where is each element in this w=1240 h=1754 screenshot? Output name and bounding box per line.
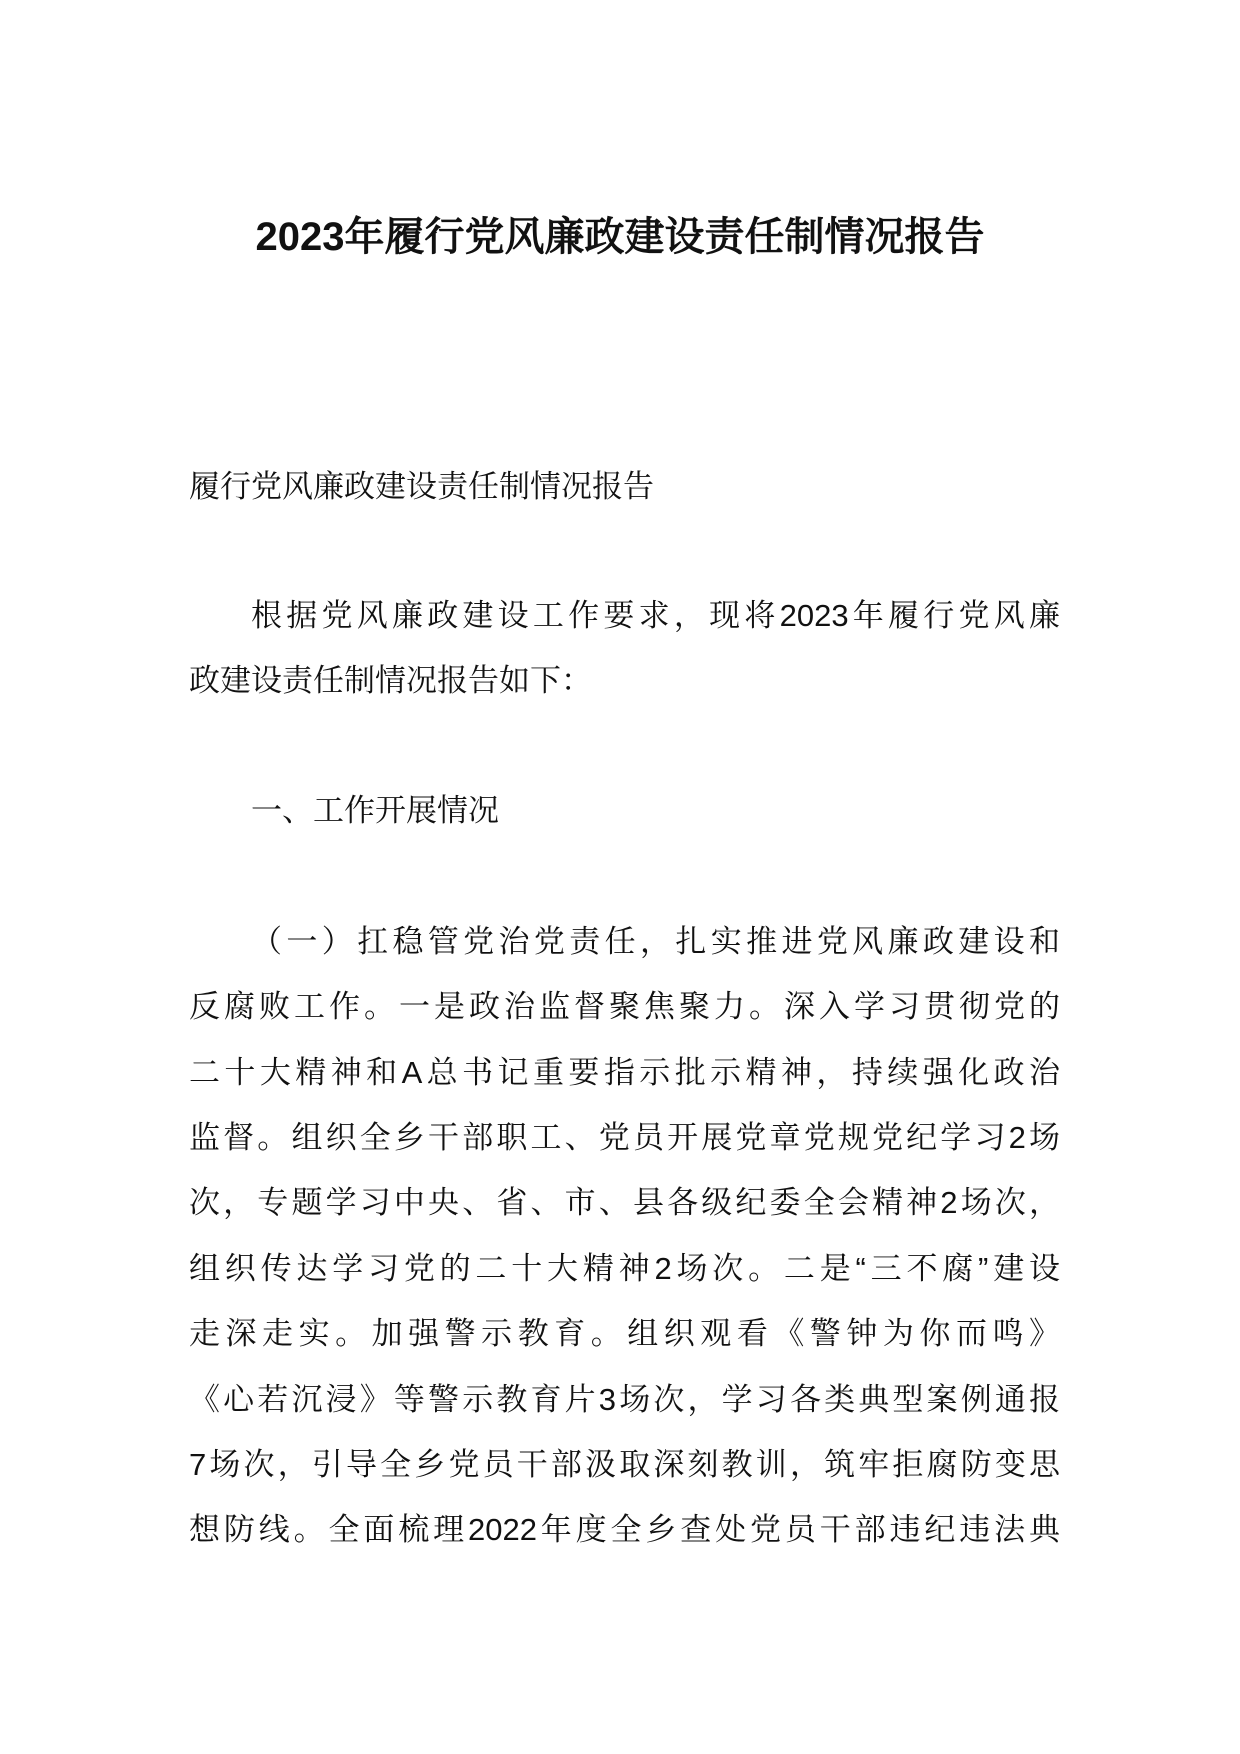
section-heading: 一、工作开展情况 <box>251 793 499 828</box>
paragraph-line: 反腐败工作。一是政治监督聚焦聚力。深入学习贯彻党的 <box>189 989 1060 1024</box>
paragraph-line: （一）扛稳管党治党责任，扎实推进党风廉政建设和 <box>251 924 1060 959</box>
intro-line: 政建设责任制情况报告如下： <box>189 663 592 698</box>
intro-line: 根据党风廉政建设工作要求，现将2023年履行党风廉 <box>251 598 1060 633</box>
document-title: 2023年履行党风廉政建设责任制情况报告 <box>255 215 985 259</box>
paragraph-line: 7场次，引导全乡党员干部汲取深刻教训，筑牢拒腐防变思 <box>189 1447 1060 1482</box>
paragraph-line: 组织传达学习党的二十大精神2场次。二是“三不腐”建设 <box>189 1251 1060 1286</box>
paragraph-line: 次，专题学习中央、省、市、县各级纪委全会精神2场次， <box>189 1185 1060 1220</box>
paragraph-line: 想防线。全面梳理2022年度全乡查处党员干部违纪违法典 <box>189 1512 1060 1547</box>
document-subtitle: 履行党风廉政建设责任制情况报告 <box>189 469 654 504</box>
paragraph-line: 《心若沉浸》等警示教育片3场次，学习各类典型案例通报 <box>189 1382 1060 1417</box>
paragraph-line: 走深走实。加强警示教育。组织观看《警钟为你而鸣》 <box>189 1316 1060 1351</box>
paragraph-line: 二十大精神和A总书记重要指示批示精神，持续强化政治 <box>189 1055 1060 1090</box>
paragraph-line: 监督。组织全乡干部职工、党员开展党章党规党纪学习2场 <box>189 1120 1060 1155</box>
